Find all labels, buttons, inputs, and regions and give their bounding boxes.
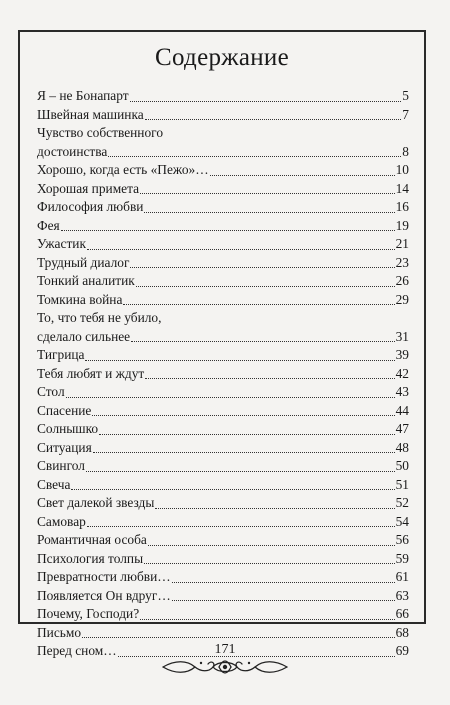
toc-entry-page: 51 xyxy=(395,476,409,492)
dot-leader xyxy=(66,396,395,398)
toc-entry xyxy=(37,365,409,384)
toc-entry xyxy=(37,457,409,476)
toc-entry-page: 39 xyxy=(395,347,409,362)
toc-entry-page: 63 xyxy=(395,587,409,603)
toc-entry-title: Самовар xyxy=(37,513,86,529)
toc-entry-title: Свеча xyxy=(37,476,71,492)
toc-entry-title: сделало сильнее xyxy=(37,328,131,344)
table-of-contents xyxy=(37,87,409,661)
toc-entry xyxy=(37,568,409,587)
toc-entry xyxy=(37,161,409,180)
toc-entry xyxy=(37,272,409,291)
dot-leader xyxy=(130,100,402,102)
dot-leader xyxy=(71,488,394,490)
toc-entry-row xyxy=(37,457,409,476)
toc-entry-page: 26 xyxy=(395,273,409,288)
dot-leader xyxy=(85,359,394,361)
toc-entry-page: 14 xyxy=(395,180,409,196)
toc-entry-title: Солнышко xyxy=(37,421,99,436)
toc-entry-row xyxy=(37,180,409,199)
toc-entry-title: Почему, Господи? xyxy=(37,606,140,621)
toc-entry-row xyxy=(37,383,409,402)
toc-entry xyxy=(37,605,409,624)
toc-entry xyxy=(37,87,409,106)
dot-leader xyxy=(145,377,394,379)
toc-entry-row xyxy=(37,198,409,217)
toc-entry xyxy=(37,217,409,236)
dot-leader xyxy=(144,211,394,213)
toc-entry-page: 23 xyxy=(395,254,409,270)
toc-entry-row xyxy=(37,550,409,569)
toc-entry-page: 47 xyxy=(395,421,409,436)
toc-entry xyxy=(37,476,409,495)
toc-entry-row xyxy=(37,161,409,180)
toc-entry-page: 66 xyxy=(395,606,409,621)
toc-entry-title: Швейная машинка xyxy=(37,106,144,122)
dot-leader xyxy=(172,599,395,601)
dot-leader xyxy=(131,340,394,342)
toc-entry-title: Ужастик xyxy=(37,236,86,251)
toc-entry-title: Спасение xyxy=(37,402,92,418)
dot-leader xyxy=(82,636,395,638)
toc-entry xyxy=(37,383,409,402)
toc-entry-row xyxy=(37,624,409,643)
dot-leader xyxy=(93,451,395,453)
toc-entry-row xyxy=(37,568,409,587)
toc-entry-row xyxy=(37,235,409,254)
toc-entry-title: Перед сном… xyxy=(37,643,117,658)
toc-entry-title: Ситуация xyxy=(37,439,92,455)
toc-entry xyxy=(37,124,409,161)
dot-leader xyxy=(140,192,395,194)
toc-entry-row xyxy=(37,365,409,384)
toc-entry-row xyxy=(37,513,409,532)
toc-entry-row xyxy=(37,476,409,495)
toc-entry xyxy=(37,346,409,365)
toc-entry-row xyxy=(37,605,409,624)
flourish-ornament-icon xyxy=(161,656,289,678)
toc-entry-row xyxy=(37,217,409,236)
toc-entry-title: Трудный диалог xyxy=(37,254,130,270)
dot-leader xyxy=(99,433,394,435)
toc-entry-title: Превратности любви… xyxy=(37,569,171,584)
dot-leader xyxy=(86,470,395,472)
toc-entry xyxy=(37,494,409,513)
toc-entry xyxy=(37,624,409,643)
toc-entry-page: 43 xyxy=(395,384,409,399)
dot-leader xyxy=(210,174,395,176)
dot-leader xyxy=(140,618,394,620)
toc-entry xyxy=(37,106,409,125)
toc-entry-row xyxy=(37,494,409,513)
toc-entry-title: Я – не Бонапарт xyxy=(37,88,129,103)
toc-entry xyxy=(37,402,409,421)
dot-leader xyxy=(172,581,395,583)
toc-entry-title: Письмо xyxy=(37,624,82,640)
dot-leader xyxy=(130,266,394,268)
toc-entry xyxy=(37,180,409,199)
toc-entry-row xyxy=(37,439,409,458)
toc-entry-page: 10 xyxy=(395,162,409,177)
toc-entry-row xyxy=(37,254,409,273)
toc-entry xyxy=(37,254,409,273)
toc-entry-page: 29 xyxy=(395,291,409,307)
toc-entry-row xyxy=(37,402,409,421)
toc-entry-page: 59 xyxy=(395,550,409,566)
toc-entry-title: Фея xyxy=(37,217,60,233)
toc-entry-page: 54 xyxy=(395,513,409,529)
toc-entry-title: достоинства xyxy=(37,143,108,159)
toc-entry-row xyxy=(37,87,409,106)
toc-entry-row xyxy=(37,420,409,439)
toc-entry xyxy=(37,587,409,606)
toc-entry-page: 44 xyxy=(395,402,409,418)
toc-entry-page: 8 xyxy=(402,143,409,159)
toc-entry-title: Философия любви xyxy=(37,199,144,214)
toc-entry xyxy=(37,550,409,569)
toc-entry xyxy=(37,291,409,310)
toc-entry-page: 31 xyxy=(395,328,409,344)
toc-entry xyxy=(37,420,409,439)
toc-entry-page: 69 xyxy=(395,643,409,658)
toc-entry xyxy=(37,531,409,550)
toc-entry-page: 42 xyxy=(395,365,409,381)
toc-entry-title-line1: Чувство собственного xyxy=(37,125,164,140)
toc-entry-row xyxy=(37,328,409,347)
page-number: 171 xyxy=(214,642,236,657)
toc-entry xyxy=(37,513,409,532)
dot-leader xyxy=(144,562,395,564)
toc-entry-title-line1: То, что тебя не убило, xyxy=(37,310,162,325)
dot-leader xyxy=(123,303,394,305)
toc-entry-page: 56 xyxy=(395,532,409,547)
toc-entry xyxy=(37,439,409,458)
toc-entry-title: Психология толпы xyxy=(37,550,144,566)
toc-entry-row xyxy=(37,587,409,606)
toc-entry-title: Хорошо, когда есть «Пежо»… xyxy=(37,162,209,177)
toc-entry-row xyxy=(37,291,409,310)
toc-entry-title: Свингол xyxy=(37,458,85,473)
dot-leader xyxy=(61,229,395,231)
toc-entry-title: Тебя любят и ждут xyxy=(37,365,145,381)
toc-entry-page: 21 xyxy=(395,236,409,251)
toc-entry-title: Тонкий аналитик xyxy=(37,273,135,288)
toc-entry-row xyxy=(37,143,409,162)
toc-entry-title: Появляется Он вдруг… xyxy=(37,587,171,603)
toc-entry-page: 19 xyxy=(395,217,409,233)
toc-entry xyxy=(37,198,409,217)
toc-entry-title: Хорошая примета xyxy=(37,180,140,196)
toc-entry-row xyxy=(37,346,409,365)
dot-leader xyxy=(148,544,395,546)
toc-entry-page: 5 xyxy=(402,88,409,103)
toc-entry-page: 48 xyxy=(395,439,409,455)
dot-leader xyxy=(87,248,395,250)
page-title: Содержание xyxy=(155,44,289,71)
dot-leader xyxy=(87,525,395,527)
toc-entry-row xyxy=(37,531,409,550)
toc-entry xyxy=(37,309,409,346)
toc-entry-page: 7 xyxy=(402,106,409,122)
toc-entry-page: 68 xyxy=(395,624,409,640)
toc-entry-title: Томкина война xyxy=(37,291,123,307)
dot-leader xyxy=(108,155,401,157)
dot-leader xyxy=(92,414,394,416)
toc-entry xyxy=(37,235,409,254)
toc-entry-row xyxy=(37,106,409,125)
dot-leader xyxy=(155,507,394,509)
toc-entry-page: 52 xyxy=(395,495,409,510)
toc-entry-page: 16 xyxy=(395,199,409,214)
dot-leader xyxy=(136,285,395,287)
dot-leader xyxy=(145,118,402,120)
toc-entry-title: Свет далекой звезды xyxy=(37,495,155,510)
toc-entry-page: 61 xyxy=(395,569,409,584)
toc-entry-title: Романтичная особа xyxy=(37,532,147,547)
toc-entry-title: Тигрица xyxy=(37,347,85,362)
toc-entry-row xyxy=(37,272,409,291)
toc-entry-page: 50 xyxy=(395,458,409,473)
toc-entry-title: Стол xyxy=(37,384,65,399)
